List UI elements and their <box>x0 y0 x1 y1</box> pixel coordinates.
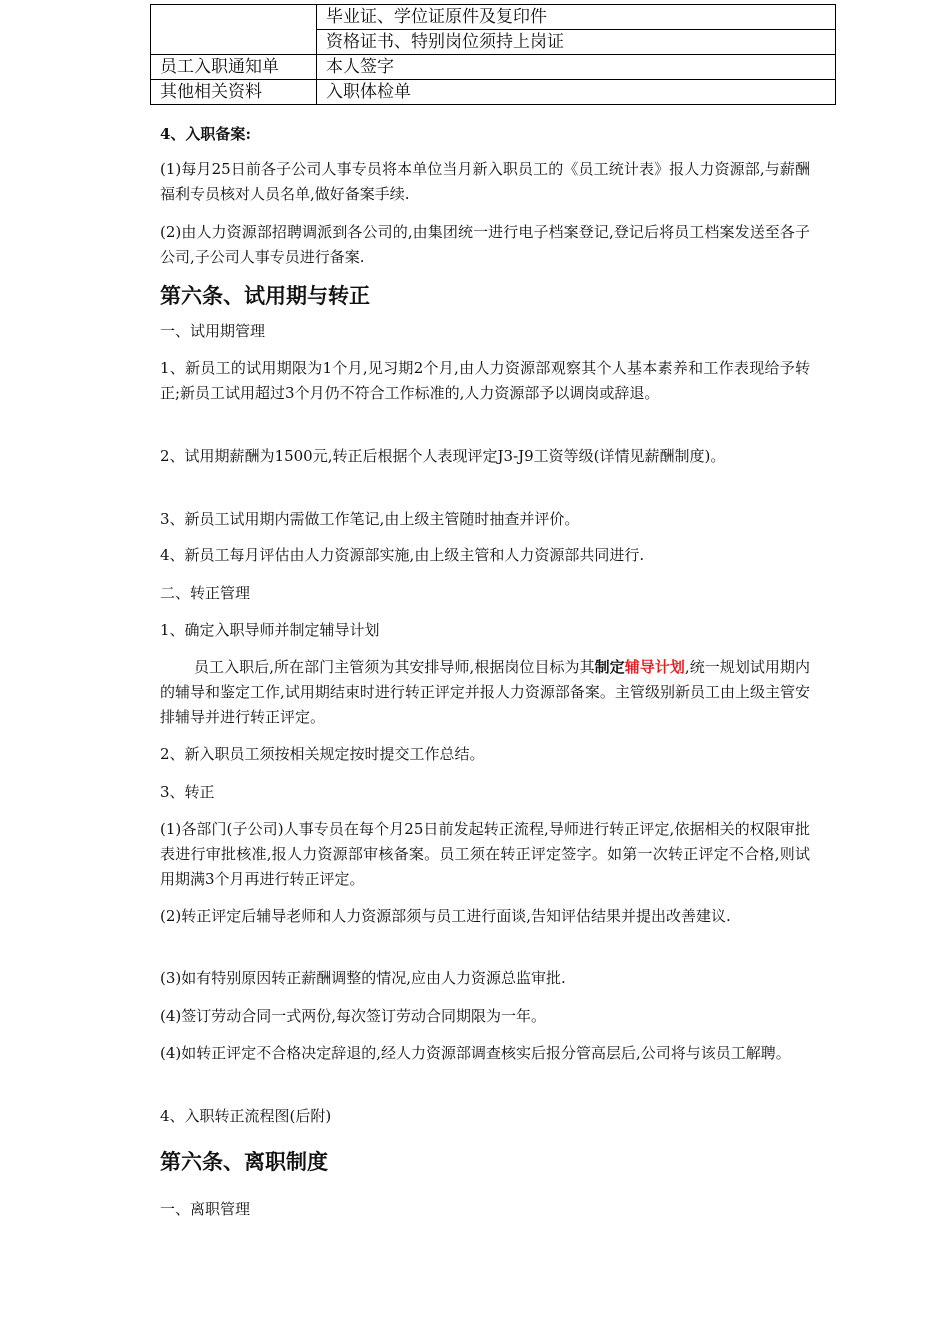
table-row <box>151 55 836 80</box>
paragraph-confirmation-3-2: (2)转正评定后辅导老师和人力资源部须与员工进行面谈,告知评估结果并提出改善建议. <box>160 907 731 925</box>
article-heading-probation: 第六条、试用期与转正 <box>160 283 370 308</box>
paragraph-confirmation-3-4: (4)签订劳动合同一式两份,每次签订劳动合同期限为一年。 <box>160 1007 547 1025</box>
paragraph-confirmation-3-5: (4)如转正评定不合格决定辞退的,经人力资源部调查核实后报分管高层后,公司将与该员工解聘。 <box>160 1044 791 1062</box>
text-run-bold: 制定 <box>594 658 625 676</box>
table-cell-value: 入职体检单 <box>317 80 836 105</box>
paragraph-confirmation-4: 4、入职转正流程图(后附) <box>160 1107 332 1125</box>
text-run: ,统一规划试用期内的辅导和鉴定工作,试用期结束时进行转正评定并报人力资源部备案。主管级别新员工由上级主管安排辅导并进行转正评定。 <box>160 658 810 726</box>
subheading-resignation-management: 一、离职管理 <box>160 1200 251 1218</box>
paragraph-mentor-plan <box>160 655 810 730</box>
paragraph-filing-2: (2)由人力资源部招聘调派到各公司的,由集团统一进行电子档案登记,登记后将员工档案发送至各子公司,子公司人事专员进行备案. <box>160 223 810 266</box>
paragraph-confirmation-2: 2、新入职员工须按相关规定按时提交工作总结。 <box>160 745 485 763</box>
table-row <box>151 80 836 105</box>
paragraph-probation-4: 4、新员工每月评估由人力资源部实施,由上级主管和人力资源部共同进行. <box>160 546 645 564</box>
table-cell-value: 毕业证、学位证原件及复印件 <box>317 5 836 30</box>
text-run: 员工入职后,所在部门主管须为其安排导师,根据岗位目标为其 <box>194 658 595 676</box>
paragraph-filing-1: (1)每月25日前各子公司人事专员将本单位当月新入职员工的《员工统计表》报人力资源部,与薪酬福利专员核对人员名单,做好备案手续. <box>160 160 810 203</box>
subheading-confirmation-management: 二、转正管理 <box>160 584 251 602</box>
text-run-highlight: 辅导计划 <box>624 658 685 676</box>
table-row <box>151 5 836 30</box>
table-cell-value: 本人签字 <box>317 55 836 80</box>
paragraph-probation-3: 3、新员工试用期内需做工作笔记,由上级主管随时抽查并评价。 <box>160 510 580 528</box>
paragraph-probation-1: 1、新员工的试用期限为1个月,见习期2个月,由人力资源部观察其个人基本素养和工作表现给予转正;新员工试用超过3个月仍不符合工作标准的,人力资源部予以调岗或辞退。 <box>160 359 810 402</box>
paragraph-confirmation-1: 1、确定入职导师并制定辅导计划 <box>160 621 380 639</box>
onboarding-materials-table <box>150 4 836 105</box>
paragraph-confirmation-3-1: (1)各部门(子公司)人事专员在每个月25日前发起转正流程,导师进行转正评定,依据相关的权限审批表进行审批核准,报人力资源部审核备案。员工须在转正评定签字。如第一次转正评定不合格,则试用期满3个月再进行转正评定。 <box>160 820 810 888</box>
paragraph-probation-2: 2、试用期薪酬为1500元,转正后根据个人表现评定J3-J9工资等级(详情见薪酬制度)。 <box>160 447 726 465</box>
table-cell-label: 其他相关资料 <box>151 80 317 105</box>
subheading-probation-management: 一、试用期管理 <box>160 322 266 340</box>
section-heading-onboarding-filing: 4、入职备案: <box>160 125 251 143</box>
paragraph-confirmation-3: 3、转正 <box>160 783 215 801</box>
table-cell-label <box>151 5 317 55</box>
article-heading-resignation: 第六条、离职制度 <box>160 1149 328 1174</box>
table-cell-value: 资格证书、特别岗位须持上岗证 <box>317 30 836 55</box>
paragraph-confirmation-3-3: (3)如有特别原因转正薪酬调整的情况,应由人力资源总监审批. <box>160 969 566 987</box>
table-cell-label: 员工入职通知单 <box>151 55 317 80</box>
